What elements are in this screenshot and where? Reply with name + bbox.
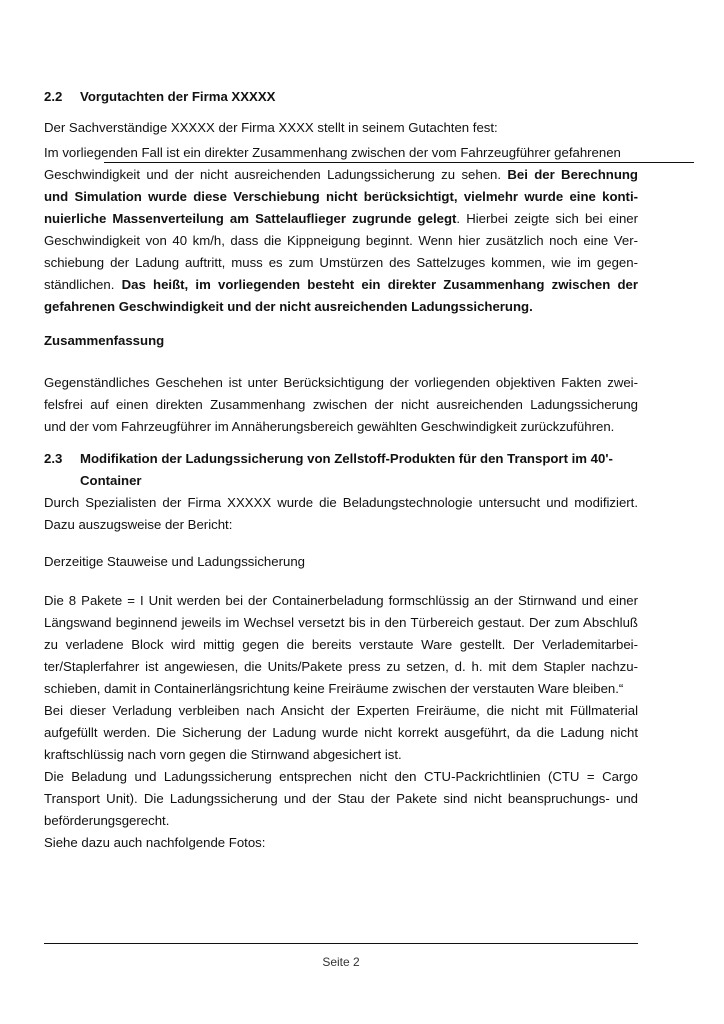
text-line: schieben, damit in Containerlängsrichtung keine Freiräume zwischen der verstauten Ware bleiben.“ bbox=[44, 681, 624, 696]
section-title-line-1: Modifikation der Ladungssicherung von Zellstoff-Produkten für den Transport im 40'- bbox=[80, 451, 613, 466]
bold-text-run: Bei der Berechnung bbox=[507, 167, 638, 182]
section-title: Vorgutachten der Firma XXXXX bbox=[80, 89, 276, 104]
text-run: ständlichen. bbox=[44, 277, 122, 292]
text-line: und der vom Fahrzeugführer im Annäherungsbereich gewählten Geschwindigkeit zurückzuführen. bbox=[44, 419, 615, 434]
text-line bbox=[44, 186, 638, 208]
section-heading-2-2 bbox=[44, 86, 275, 108]
text-line: felsfrei auf einen direkten Zusammenhang zwischen der nicht ausreichenden Ladungssicherung bbox=[44, 397, 638, 412]
text-line bbox=[44, 252, 638, 274]
text-line: aufgefüllt werden. Die Sicherung der Ladung wurde nicht korrekt ausgeführt, da die Ladung nicht bbox=[44, 725, 638, 740]
summary-heading: Zusammenfassung bbox=[44, 333, 165, 348]
text-line bbox=[44, 230, 638, 252]
bold-text-run: Das heißt, im vorliegenden besteht ein direkter Zusammenhang zwischen der bbox=[121, 277, 638, 292]
text-line bbox=[44, 164, 638, 186]
section-title-line-2: Container bbox=[80, 473, 142, 488]
text-line: Gegenständliches Geschehen ist unter Berücksichtigung der vorliegenden objektiven Fakten zwei- bbox=[44, 375, 638, 390]
text-run: Im vorliegenden Fall ist ein direkter Zusammenhang zwischen der vom Fahrzeugführer gefahrenen bbox=[44, 145, 621, 160]
bold-text-run: und Simulation wurde diese Verschiebung nicht berücksichtigt, vielmehr wurde eine konti- bbox=[44, 189, 638, 204]
section-number: 2.2 bbox=[44, 89, 63, 104]
page-number: Seite 2 bbox=[322, 955, 360, 969]
text-run: . Hierbei zeigte sich bei einer bbox=[456, 211, 639, 226]
text-line bbox=[44, 142, 638, 164]
expert-quote-paragraph bbox=[44, 142, 638, 318]
text-line: Siehe dazu auch nachfolgende Fotos: bbox=[44, 835, 266, 850]
text-line bbox=[44, 208, 638, 230]
summary-paragraph bbox=[44, 372, 638, 438]
footer-rule bbox=[44, 943, 638, 944]
text-line: Transport Unit). Die Ladungssicherung und der Stau der Pakete sind nicht beanspruchungs- und bbox=[44, 791, 638, 806]
intro-paragraph: Der Sachverständige XXXXX der Firma XXXX stellt in seinem Gutachten fest: bbox=[44, 120, 498, 135]
text-line: Durch Spezialisten der Firma XXXXX wurde die Beladungstechnologie untersucht und modifiziert. bbox=[44, 495, 638, 510]
text-line: Die 8 Pakete = I Unit werden bei der Containerbeladung formschlüssig an der Stirnwand und einer bbox=[44, 593, 638, 608]
text-line bbox=[44, 274, 638, 296]
section-number: 2.3 bbox=[44, 451, 63, 466]
text-run: schiebung der Ladung auftritt, muss es zum Umstürzen des Sattelzuges kommen, wie im gegen- bbox=[44, 255, 638, 270]
section-heading-2-3 bbox=[44, 448, 613, 492]
section-2-3-body bbox=[44, 590, 638, 854]
text-line: Dazu auszugsweise der Bericht: bbox=[44, 517, 233, 532]
text-line: Längswand beginnend jeweils im Wechsel versetzt bis in den Türbereich gestaut. Der zum Abschluß bbox=[44, 615, 638, 630]
text-line: zu verladene Block wird mittig gegen die bereits verstaute Ware gestellt. Der Verlademitarbei- bbox=[44, 637, 638, 652]
text-run: Geschwindigkeit und der nicht ausreichenden Ladungssicherung zu sehen. bbox=[44, 167, 508, 182]
text-line bbox=[44, 296, 638, 318]
section-2-3-intro bbox=[44, 492, 638, 536]
text-line: beförderungsgerecht. bbox=[44, 813, 170, 828]
text-run: Geschwindigkeit von 40 km/h, dass die Kippneigung beginnt. Wenn hier zusätzlich noch eine Ver- bbox=[44, 233, 638, 248]
bold-text-run: gefahrenen Geschwindigkeit und der nicht ausreichenden Ladungssicherung. bbox=[44, 299, 533, 314]
subheading-stowage: Derzeitige Stauweise und Ladungssicherung bbox=[44, 554, 305, 569]
text-line: Die Beladung und Ladungssicherung entsprechen nicht den CTU-Packrichtlinien (CTU = Cargo bbox=[44, 769, 638, 784]
bold-text-run: nuierliche Massenverteilung am Sattelauflieger zugrunde gelegt bbox=[44, 211, 457, 226]
horizontal-rule-overlay bbox=[104, 162, 694, 163]
text-line: Bei dieser Verladung verbleiben nach Ansicht der Experten Freiräume, die nicht mit Füllmaterial bbox=[44, 703, 638, 718]
text-line: ter/Staplerfahrer ist angewiesen, die Units/Pakete press zu setzen, d. h. mit dem Stapler nachzu- bbox=[44, 659, 638, 674]
text-line: kraftschlüssig nach vorn gegen die Stirnwand abgesichert ist. bbox=[44, 747, 402, 762]
